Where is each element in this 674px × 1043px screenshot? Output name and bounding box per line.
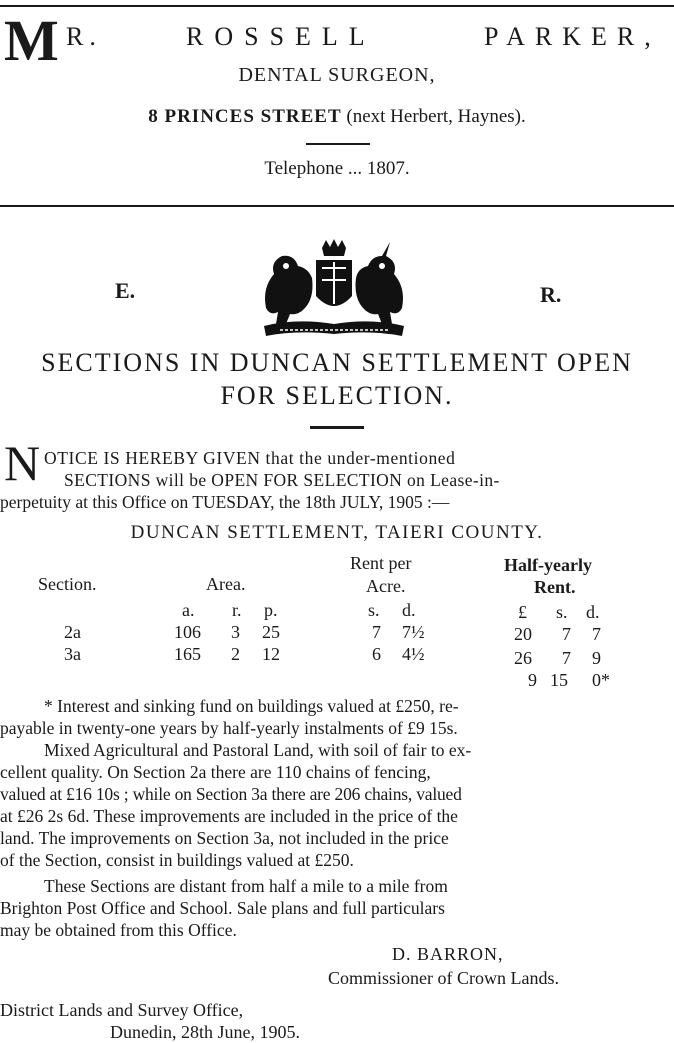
col-half-header-1: Half-yearly (504, 555, 592, 575)
col-rent-header-1: Rent per (350, 553, 412, 573)
row-roods: 2 (231, 644, 240, 664)
row-perches: 25 (262, 622, 280, 642)
para-2-line-1: Mixed Agricultural and Pastoral Land, with soil of fair to ex- (44, 740, 472, 760)
row-half-pounds: 9 (528, 670, 537, 690)
office-name: District Lands and Survey Office, (0, 1000, 244, 1020)
para-3-line-2: Brighton Post Office and School. Sale plans and full particulars (0, 898, 445, 918)
row-section: 2a (64, 622, 81, 642)
unit-acres: a. (182, 600, 195, 620)
unit-shillings: s. (368, 600, 380, 620)
name-r: R. (66, 22, 102, 51)
row-half-d: 0* (592, 670, 610, 690)
signatory-title: Commissioner of Crown Lands. (328, 968, 559, 988)
unit-pounds: £ (518, 602, 527, 622)
row-half-s: 7 (562, 624, 571, 644)
row-half-d: 9 (592, 648, 601, 668)
unit-perches: p. (264, 600, 278, 620)
name-initial: M (4, 8, 59, 73)
row-rent-s: 7 (372, 622, 381, 642)
para-1-line-2: payable in twenty-one years by half-yearly instalments of £9 15s. (0, 718, 458, 738)
col-half-header-2: Rent. (534, 577, 576, 597)
row-acres: 106 (174, 622, 201, 642)
address-note: (next Herbert, Haynes). (346, 106, 526, 127)
royal-crest-icon (256, 238, 412, 338)
col-rent-header-2: Acre. (366, 576, 406, 596)
office-date: Dunedin, 28th June, 1905. (110, 1022, 300, 1042)
dentist-title: DENTAL SURGEON, (238, 64, 436, 86)
headline-line-2: FOR SELECTION. (220, 381, 454, 410)
row-half-s: 15 (550, 670, 568, 690)
para-3-line-3: may be obtained from this Office. (0, 920, 237, 940)
dentist-address (0, 106, 674, 128)
name-last: PARKER, (484, 22, 661, 51)
row-perches: 12 (262, 644, 280, 664)
headline-rule (310, 426, 364, 429)
notice-initial: N (4, 435, 41, 491)
row-rent-s: 6 (372, 644, 381, 664)
unit-pence: d. (402, 600, 416, 620)
dentist-telephone: Telephone ... 1807. (264, 158, 410, 179)
address-street: 8 PRINCES STREET (148, 106, 342, 127)
para-2-line-4: at £26 2s 6d. These improvements are included in the price of the (0, 806, 458, 826)
row-section: 3a (64, 644, 81, 664)
section-divider (0, 205, 674, 207)
name-first: ROSSELL (186, 22, 376, 51)
row-half-d: 7 (592, 624, 601, 644)
row-rent-d: 7½ (402, 622, 425, 642)
para-1-line-1: * Interest and sinking fund on buildings valued at £250, re- (44, 696, 459, 716)
row-rent-d: 4½ (402, 644, 425, 664)
intro-line-1: OTICE IS HEREBY GIVEN that the under-mentioned (44, 448, 456, 468)
row-half-s: 7 (562, 648, 571, 668)
settlement-heading: DUNCAN SETTLEMENT, TAIERI COUNTY. (130, 522, 544, 543)
para-2-line-2: cellent quality. On Section 2a there are 110 chains of fencing, (0, 762, 431, 782)
row-half-pounds: 26 (514, 648, 532, 668)
cipher-right: R. (540, 282, 562, 307)
col-area-header: Area. (206, 574, 246, 594)
row-roods: 3 (231, 622, 240, 642)
unit-half-shillings: s. (556, 602, 568, 622)
intro-line-3: perpetuity at this Office on TUESDAY, the 18th JULY, 1905 :— (0, 492, 450, 512)
row-acres: 165 (174, 644, 201, 664)
unit-half-pence: d. (586, 602, 600, 622)
signatory-name: D. BARRON, (392, 944, 504, 964)
notice-headline (0, 346, 674, 412)
top-rule (0, 5, 674, 7)
row-half-pounds: 20 (514, 624, 532, 644)
cipher-left: E. (115, 278, 136, 303)
intro-line-2: SECTIONS will be OPEN FOR SELECTION on Lease-in- (64, 470, 500, 490)
para-2-line-6: of the Section, consist in buildings valued at £250. (0, 850, 354, 870)
col-section-header: Section. (38, 574, 97, 594)
address-rule (306, 143, 370, 145)
para-3-line-1: These Sections are distant from half a mile to a mile from (44, 876, 448, 896)
para-2-line-3: valued at £16 10s ; while on Section 3a there are 206 chains, valued (0, 784, 462, 804)
unit-roods: r. (232, 600, 242, 620)
headline-line-1: SECTIONS IN DUNCAN SETTLEMENT OPEN (41, 348, 633, 377)
para-2-line-5: land. The improvements on Section 3a, not included in the price (0, 828, 449, 848)
